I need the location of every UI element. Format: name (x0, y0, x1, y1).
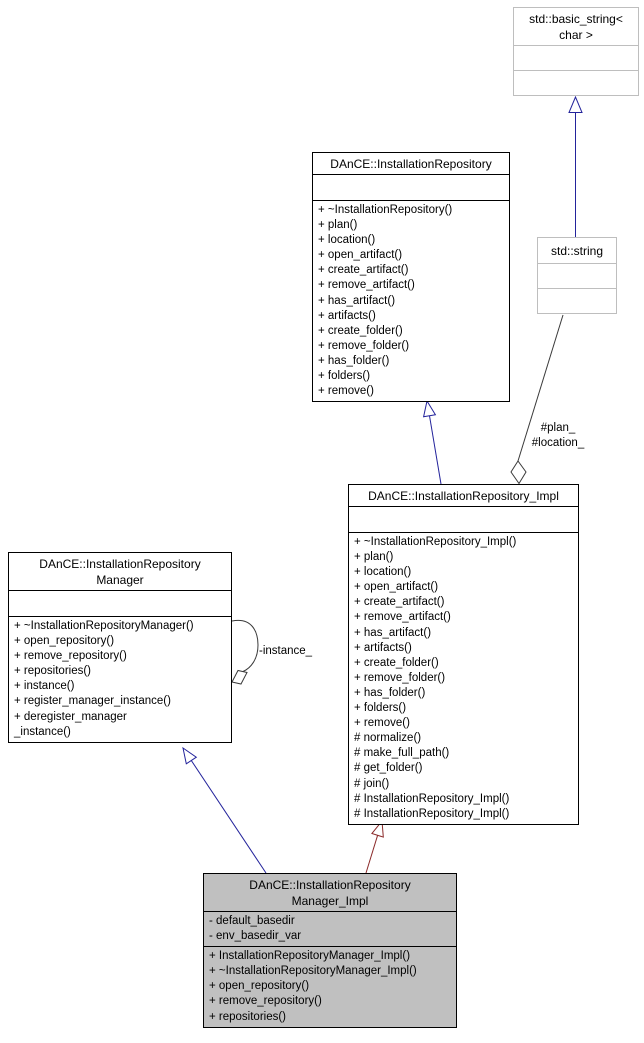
method-line: + open_artifact() (354, 581, 439, 594)
class-std-string (537, 237, 617, 314)
method-line: + location() (318, 234, 376, 247)
class-title-line: Manager (96, 573, 144, 587)
attributes-compartment (9, 590, 231, 616)
class-title (204, 874, 456, 911)
method-line: + remove_artifact() (318, 279, 415, 292)
class-title-line: DAnCE::InstallationRepository_Impl (368, 489, 559, 503)
method-line: + open_repository() (209, 980, 310, 993)
method-line: # InstallationRepository_Impl() (354, 792, 510, 805)
method-line: + plan() (318, 219, 358, 232)
class-title-line: Manager_Impl (291, 894, 369, 908)
class-title-line: DAnCE::InstallationRepository (330, 157, 492, 171)
method-line: + remove_folder() (318, 339, 410, 352)
method-line: + plan() (354, 551, 394, 564)
class-title (313, 153, 509, 174)
method-line: + folders() (318, 370, 371, 383)
class-installation-repository-manager-impl[interactable] (203, 873, 457, 1028)
methods-compartment (204, 946, 456, 1026)
method-line: + create_artifact() (354, 596, 445, 609)
class-title (538, 238, 616, 263)
aggregation-edge-string-to-repository-impl (511, 315, 563, 484)
method-line: + artifacts() (354, 641, 412, 654)
method-line: + ~InstallationRepositoryManager_Impl() (209, 965, 417, 978)
method-line: + remove_artifact() (354, 611, 451, 624)
method-line: + create_folder() (354, 656, 439, 669)
method-line: + has_folder() (318, 354, 390, 367)
class-installation-repository[interactable] (312, 152, 510, 402)
class-title-line: std::string (550, 244, 604, 258)
method-line: # InstallationRepository_Impl() (354, 807, 510, 820)
methods-compartment (349, 532, 578, 824)
method-line: + has_folder() (354, 686, 426, 699)
method-line: + remove_repository() (209, 995, 322, 1008)
class-installation-repository-impl[interactable] (348, 484, 579, 825)
method-line: + has_artifact() (318, 294, 396, 307)
method-line: # normalize() (354, 732, 422, 745)
inheritance-edge-manager-impl-to-repository-impl (366, 821, 383, 873)
attributes-compartment (538, 263, 616, 288)
method-line: + deregister_manager (14, 710, 127, 723)
class-title-line: DAnCE::InstallationRepository (39, 557, 201, 571)
edge-label-plan-location (522, 421, 594, 451)
class-title (9, 553, 231, 590)
attributes-compartment (313, 174, 509, 200)
method-line: + repositories() (209, 1010, 287, 1023)
method-line: + artifacts() (318, 309, 376, 322)
methods-compartment (514, 70, 638, 95)
edge-label-instance: -instance_ (259, 645, 313, 657)
attribute-line: - default_basedir (209, 915, 295, 927)
class-title-line: std::basic_string< (529, 12, 623, 26)
method-line: # make_full_path() (354, 747, 450, 760)
method-line: + instance() (14, 680, 75, 693)
method-line: + ~InstallationRepositoryManager() (14, 620, 194, 632)
method-line: + remove_folder() (354, 671, 446, 684)
methods-compartment (538, 288, 616, 313)
method-line: + repositories() (14, 665, 92, 678)
method-line: + open_artifact() (318, 249, 403, 262)
edge-label-line: #plan_ (540, 422, 576, 434)
methods-compartment (313, 200, 509, 401)
method-line: + register_manager_instance() (14, 695, 171, 708)
methods-compartment (9, 616, 231, 742)
method-line: + has_artifact() (354, 626, 432, 639)
class-title-line: DAnCE::InstallationRepository (249, 878, 411, 892)
method-line: + location() (354, 566, 412, 579)
method-line: + remove() (318, 385, 374, 398)
attributes-compartment (204, 911, 456, 946)
method-line: + remove_repository() (14, 650, 127, 663)
method-line: + ~InstallationRepository_Impl() (354, 536, 517, 548)
method-line: + ~InstallationRepository() (318, 204, 453, 216)
class-title (514, 8, 638, 45)
method-line: + remove() (354, 717, 410, 730)
class-title (349, 485, 578, 506)
method-line: # join() (354, 777, 390, 790)
method-line: + open_repository() (14, 635, 115, 648)
inheritance-edge-repository-impl-to-repository (424, 401, 441, 484)
method-line: + create_folder() (318, 324, 403, 337)
class-title-line: char > (559, 28, 593, 42)
method-line: _instance() (14, 725, 71, 738)
class-installation-repository-manager[interactable] (8, 552, 232, 743)
inheritance-edge-string-to-basic-string (569, 97, 582, 237)
method-line: # get_folder() (354, 762, 423, 775)
inheritance-edge-manager-impl-to-manager (183, 748, 266, 873)
method-line: + folders() (354, 702, 407, 715)
method-line: + create_artifact() (318, 264, 409, 277)
method-line: + InstallationRepositoryManager_Impl() (209, 950, 411, 963)
attribute-line: - env_basedir_var (209, 930, 302, 943)
class-std-basic-string (513, 7, 639, 96)
edge-label-line: #location_ (531, 437, 585, 449)
attributes-compartment (349, 506, 578, 532)
aggregation-edge-manager-self (232, 620, 258, 684)
attributes-compartment (514, 45, 638, 70)
